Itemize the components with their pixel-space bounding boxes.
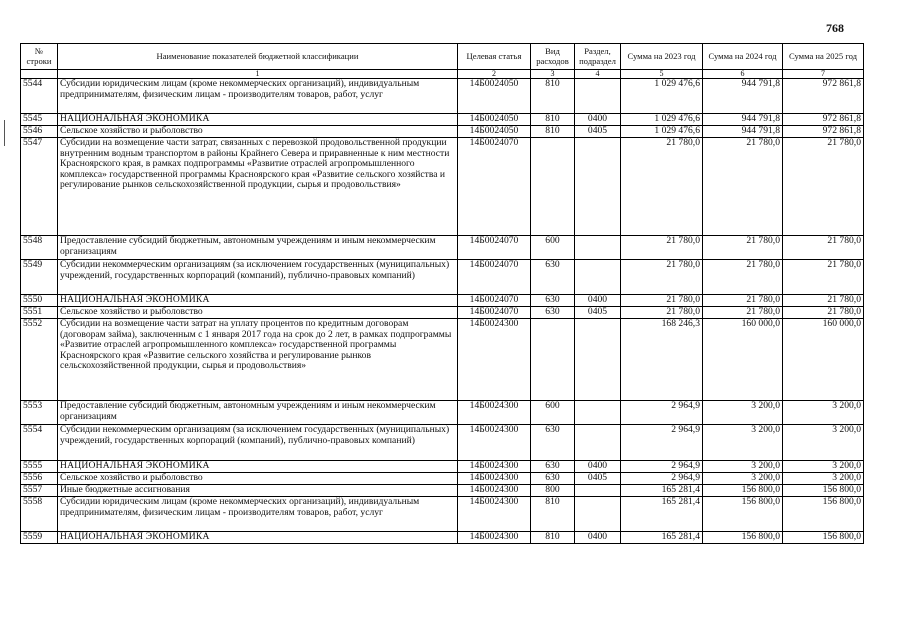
- row-number: 5547: [21, 138, 58, 236]
- row-sum-2024: 156 800,0: [703, 485, 783, 497]
- row-name: Субсидии на возмещение части затрат, связанных с перевозкой продовольственной продукции внутренним водным транспортом в районы Крайнего Севера и приравненные к ним местности Красноярского края, в рамках подпрограммы «Развитие отраслей агропромышленного комплекса» государственной программы Красноярского края «Развитие сельского хозяйства и регулирование рынков сельскохозяйственной продукции, сырья и продовольствия»: [58, 138, 458, 236]
- row-expense-type: 810: [531, 497, 575, 532]
- row-name: Предоставление субсидий бюджетным, автономным учреждениям и иным некоммерческим организациям: [58, 236, 458, 260]
- row-name: Субсидии некоммерческим организациям (за исключением государственных (муниципальных) учреждений, государственных корпораций (компаний), публично-правовых компаний): [58, 260, 458, 295]
- table-row: [21, 532, 864, 544]
- row-sum-2023: 21 780,0: [621, 138, 703, 236]
- row-name: Субсидии на возмещение части затрат на уплату процентов по кредитным договорам (договорам займа), заключенным с 1 января 2017 года на срок до 2 лет, в рамках подпрограммы «Развитие отраслей агропромышленного комплекса» государственной программы Красноярского края «Развитие сельского хозяйства и регулирование рынков сельскохозяйственной продукции, сырья и продовольствия»: [58, 319, 458, 401]
- row-name: Сельское хозяйство и рыболовство: [58, 307, 458, 319]
- row-target: 14Б0024300: [458, 461, 531, 473]
- row-section: 0405: [575, 473, 621, 485]
- table-row: [21, 319, 864, 401]
- row-expense-type: [531, 138, 575, 236]
- row-number: 5549: [21, 260, 58, 295]
- row-target: 14Б0024050: [458, 126, 531, 138]
- row-target: 14Б0024300: [458, 497, 531, 532]
- row-name: Субсидии некоммерческим организациям (за исключением государственных (муниципальных) учреждений, государственных корпораций (компаний), публично-правовых компаний): [58, 425, 458, 461]
- row-name: Субсидии юридическим лицам (кроме некоммерческих организаций), индивидуальным предпринимателям, физическим лицам - производителям товаров, работ, услуг: [58, 79, 458, 114]
- row-name: НАЦИОНАЛЬНАЯ ЭКОНОМИКА: [58, 461, 458, 473]
- row-expense-type: 810: [531, 126, 575, 138]
- column-index: 3: [531, 70, 575, 79]
- row-sum-2025: 156 800,0: [783, 497, 864, 532]
- row-section: [575, 236, 621, 260]
- column-index: 4: [575, 70, 621, 79]
- row-section: [575, 260, 621, 295]
- row-name: НАЦИОНАЛЬНАЯ ЭКОНОМИКА: [58, 114, 458, 126]
- row-sum-2024: 3 200,0: [703, 461, 783, 473]
- table-row: [21, 401, 864, 425]
- row-section: 0400: [575, 532, 621, 544]
- row-sum-2024: 3 200,0: [703, 401, 783, 425]
- row-sum-2024: 21 780,0: [703, 295, 783, 307]
- header-sum-2024: Сумма на 2024 год: [703, 44, 783, 70]
- row-sum-2025: 3 200,0: [783, 425, 864, 461]
- row-section: [575, 138, 621, 236]
- row-sum-2024: 944 791,8: [703, 79, 783, 114]
- row-target: 14Б0024300: [458, 401, 531, 425]
- row-sum-2023: 2 964,9: [621, 473, 703, 485]
- row-expense-type: 800: [531, 485, 575, 497]
- row-sum-2024: 160 000,0: [703, 319, 783, 401]
- row-target: 14Б0024300: [458, 319, 531, 401]
- row-number: 5556: [21, 473, 58, 485]
- header-sum-2025: Сумма на 2025 год: [783, 44, 864, 70]
- row-section: 0400: [575, 114, 621, 126]
- row-sum-2025: 3 200,0: [783, 473, 864, 485]
- header-name: Наименование показателей бюджетной классификации: [58, 44, 458, 70]
- row-expense-type: 600: [531, 401, 575, 425]
- header-sum-2023: Сумма на 2023 год: [621, 44, 703, 70]
- column-index: 1: [58, 70, 458, 79]
- row-sum-2025: 972 861,8: [783, 126, 864, 138]
- row-sum-2024: 21 780,0: [703, 236, 783, 260]
- row-number: 5555: [21, 461, 58, 473]
- column-index: 2: [458, 70, 531, 79]
- row-expense-type: [531, 319, 575, 401]
- row-number: 5545: [21, 114, 58, 126]
- row-number: 5558: [21, 497, 58, 532]
- row-target: 14Б0024050: [458, 79, 531, 114]
- row-expense-type: 630: [531, 461, 575, 473]
- table-row: [21, 473, 864, 485]
- row-sum-2023: 1 029 476,6: [621, 79, 703, 114]
- table-row: [21, 260, 864, 295]
- row-number: 5554: [21, 425, 58, 461]
- row-target: 14Б0024300: [458, 473, 531, 485]
- row-expense-type: 630: [531, 307, 575, 319]
- row-target: 14Б0024050: [458, 114, 531, 126]
- header-row: [21, 44, 864, 70]
- table-row: [21, 461, 864, 473]
- table-row: [21, 79, 864, 114]
- row-expense-type: 810: [531, 114, 575, 126]
- row-name: НАЦИОНАЛЬНАЯ ЭКОНОМИКА: [58, 532, 458, 544]
- row-target: 14Б0024300: [458, 485, 531, 497]
- row-expense-type: 630: [531, 473, 575, 485]
- row-expense-type: 630: [531, 295, 575, 307]
- row-sum-2024: 3 200,0: [703, 473, 783, 485]
- row-sum-2023: 1 029 476,6: [621, 126, 703, 138]
- column-index: 6: [703, 70, 783, 79]
- row-sum-2023: 2 964,9: [621, 425, 703, 461]
- row-name: Сельское хозяйство и рыболовство: [58, 473, 458, 485]
- row-sum-2024: 156 800,0: [703, 497, 783, 532]
- table-row: [21, 425, 864, 461]
- row-section: 0400: [575, 295, 621, 307]
- row-target: 14Б0024070: [458, 295, 531, 307]
- row-section: [575, 425, 621, 461]
- row-number: 5552: [21, 319, 58, 401]
- row-expense-type: 810: [531, 79, 575, 114]
- row-name: Предоставление субсидий бюджетным, автономным учреждениям и иным некоммерческим организациям: [58, 401, 458, 425]
- row-sum-2023: 21 780,0: [621, 260, 703, 295]
- row-section: 0405: [575, 307, 621, 319]
- row-sum-2023: 165 281,4: [621, 497, 703, 532]
- table-row: [21, 138, 864, 236]
- row-sum-2023: 21 780,0: [621, 307, 703, 319]
- row-number: 5548: [21, 236, 58, 260]
- row-number: 5546: [21, 126, 58, 138]
- row-sum-2025: 21 780,0: [783, 307, 864, 319]
- row-sum-2023: 2 964,9: [621, 401, 703, 425]
- row-target: 14Б0024070: [458, 260, 531, 295]
- column-index: 5: [621, 70, 703, 79]
- row-number: 5553: [21, 401, 58, 425]
- row-sum-2025: 156 800,0: [783, 485, 864, 497]
- row-sum-2025: 156 800,0: [783, 532, 864, 544]
- column-index: 7: [783, 70, 864, 79]
- row-number: 5544: [21, 79, 58, 114]
- table-row: [21, 114, 864, 126]
- header-row-number: № строки: [21, 44, 58, 70]
- row-expense-type: 810: [531, 532, 575, 544]
- table-row: [21, 497, 864, 532]
- row-sum-2024: 21 780,0: [703, 260, 783, 295]
- row-target: 14Б0024070: [458, 307, 531, 319]
- row-section: [575, 401, 621, 425]
- budget-table: [20, 43, 864, 544]
- row-number: 5559: [21, 532, 58, 544]
- table-row: [21, 126, 864, 138]
- row-sum-2025: 972 861,8: [783, 114, 864, 126]
- row-sum-2025: 21 780,0: [783, 236, 864, 260]
- row-section: [575, 79, 621, 114]
- header-expense-type: Вид расходов: [531, 44, 575, 70]
- row-sum-2023: 168 246,3: [621, 319, 703, 401]
- row-sum-2023: 21 780,0: [621, 236, 703, 260]
- row-sum-2024: 21 780,0: [703, 138, 783, 236]
- row-sum-2025: 972 861,8: [783, 79, 864, 114]
- row-expense-type: 600: [531, 236, 575, 260]
- row-expense-type: 630: [531, 425, 575, 461]
- row-section: 0405: [575, 126, 621, 138]
- row-expense-type: 630: [531, 260, 575, 295]
- row-section: [575, 319, 621, 401]
- row-number: 5551: [21, 307, 58, 319]
- row-name: НАЦИОНАЛЬНАЯ ЭКОНОМИКА: [58, 295, 458, 307]
- row-sum-2023: 2 964,9: [621, 461, 703, 473]
- row-sum-2023: 21 780,0: [621, 295, 703, 307]
- row-sum-2023: 1 029 476,6: [621, 114, 703, 126]
- row-name: Сельское хозяйство и рыболовство: [58, 126, 458, 138]
- row-sum-2024: 156 800,0: [703, 532, 783, 544]
- row-sum-2024: 944 791,8: [703, 126, 783, 138]
- row-sum-2025: 3 200,0: [783, 401, 864, 425]
- table-row: [21, 236, 864, 260]
- row-sum-2023: 165 281,4: [621, 532, 703, 544]
- row-section: 0400: [575, 461, 621, 473]
- row-target: 14Б0024070: [458, 236, 531, 260]
- row-sum-2025: 3 200,0: [783, 461, 864, 473]
- row-name: Иные бюджетные ассигнования: [58, 485, 458, 497]
- header-target: Целевая статья: [458, 44, 531, 70]
- row-number: 5557: [21, 485, 58, 497]
- row-sum-2025: 21 780,0: [783, 138, 864, 236]
- table-row: [21, 295, 864, 307]
- header-section: Раздел, подраздел: [575, 44, 621, 70]
- row-target: 14Б0024070: [458, 138, 531, 236]
- row-name: Субсидии юридическим лицам (кроме некоммерческих организаций), индивидуальным предпринимателям, физическим лицам - производителям товаров, работ, услуг: [58, 497, 458, 532]
- page-number: 768: [826, 21, 844, 35]
- row-section: [575, 497, 621, 532]
- row-section: [575, 485, 621, 497]
- row-sum-2025: 160 000,0: [783, 319, 864, 401]
- row-target: 14Б0024300: [458, 425, 531, 461]
- margin-mark: [4, 120, 5, 146]
- table-row: [21, 485, 864, 497]
- row-sum-2024: 944 791,8: [703, 114, 783, 126]
- row-sum-2023: 165 281,4: [621, 485, 703, 497]
- row-sum-2025: 21 780,0: [783, 295, 864, 307]
- row-number: 5550: [21, 295, 58, 307]
- row-target: 14Б0024300: [458, 532, 531, 544]
- row-sum-2024: 21 780,0: [703, 307, 783, 319]
- row-sum-2024: 3 200,0: [703, 425, 783, 461]
- table-row: [21, 307, 864, 319]
- row-sum-2025: 21 780,0: [783, 260, 864, 295]
